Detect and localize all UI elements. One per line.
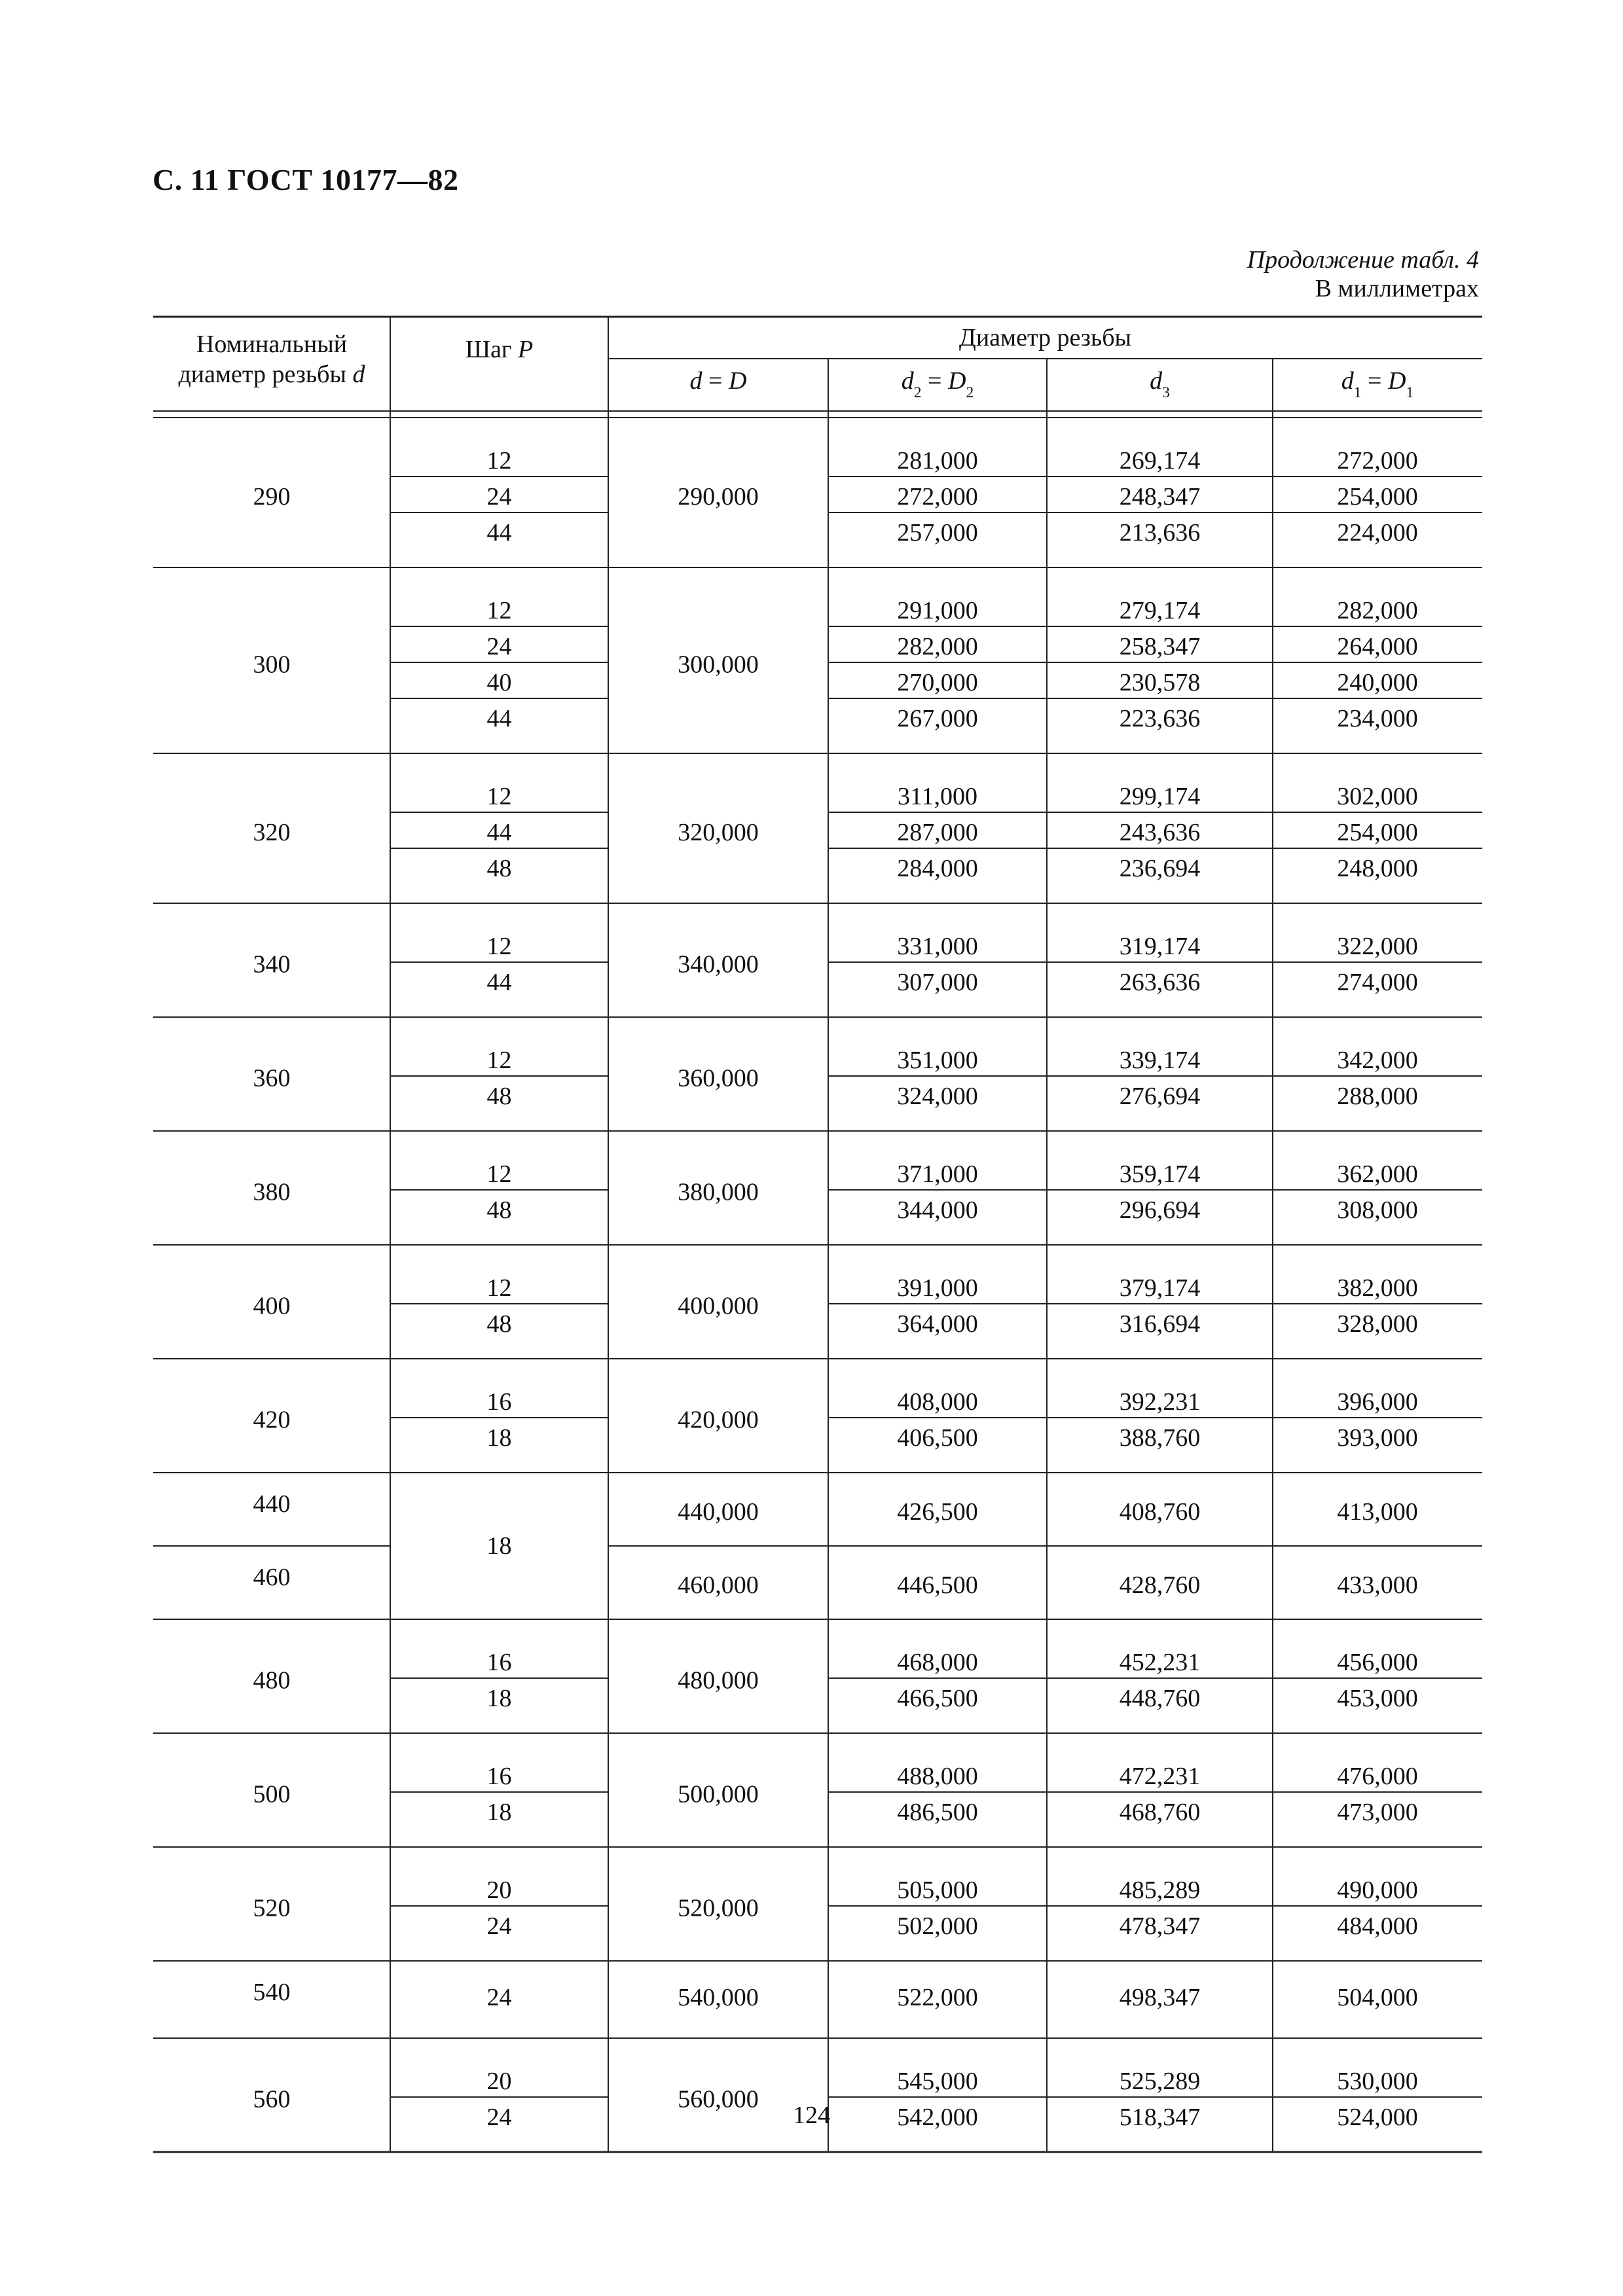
- cell-d1: 453,000: [1337, 1685, 1418, 1712]
- cell-d3: 518,347: [1119, 2104, 1201, 2131]
- cell-nominal: 380: [253, 1178, 291, 1206]
- cell-d1: 224,000: [1337, 519, 1418, 547]
- cell-d3: 248,347: [1119, 483, 1201, 511]
- cell-pitch: 12: [486, 597, 512, 624]
- cell-d1: 254,000: [1337, 483, 1418, 511]
- cell-nominal: 500: [253, 1780, 291, 1808]
- cell-d2: 311,000: [897, 783, 978, 810]
- cell-d1: 288,000: [1337, 1083, 1418, 1110]
- cell-d1: 382,000: [1337, 1274, 1418, 1302]
- cell-pitch: 24: [486, 483, 512, 511]
- cell-d1: 248,000: [1337, 855, 1418, 882]
- cell-nominal: 400: [253, 1292, 291, 1320]
- cell-d2: 307,000: [897, 969, 978, 996]
- cell-nominal: 520: [253, 1894, 291, 1922]
- cell-d3: 316,694: [1119, 1310, 1201, 1338]
- cell-pitch: 24: [486, 1984, 512, 2011]
- cell-d2: 287,000: [897, 819, 978, 846]
- continuation-label: Продолжение табл. 4: [1247, 246, 1479, 274]
- cell-d2: 331,000: [897, 933, 978, 960]
- cell-d1: 484,000: [1337, 1912, 1418, 1940]
- cell-d3: 359,174: [1119, 1160, 1201, 1188]
- cell-d: 500,000: [678, 1780, 759, 1808]
- cell-nominal: 460: [253, 1564, 291, 1591]
- cell-d: 320,000: [678, 819, 759, 846]
- column-header-nominal-sub: диаметр резьбы d: [178, 361, 365, 388]
- cell-nominal: 360: [253, 1064, 291, 1092]
- cell-d: 380,000: [678, 1178, 759, 1206]
- cell-d3: 230,578: [1119, 669, 1201, 696]
- units-label: В миллиметрах: [1315, 275, 1479, 302]
- cell-d: 560,000: [678, 2085, 759, 2113]
- cell-pitch: 20: [486, 2068, 512, 2095]
- cell-d1: 264,000: [1337, 633, 1418, 660]
- cell-nominal: 320: [253, 819, 291, 846]
- cell-d2: 545,000: [897, 2068, 978, 2095]
- cell-d3: 472,231: [1119, 1763, 1201, 1790]
- column-header-d: d = D: [689, 367, 747, 395]
- cell-pitch: 18: [486, 1685, 512, 1712]
- column-header-nominal: Номинальный: [196, 331, 348, 358]
- cell-d1: 234,000: [1337, 705, 1418, 732]
- cell-d: 420,000: [678, 1406, 759, 1434]
- cell-d2: 486,500: [897, 1799, 978, 1826]
- cell-d3: 452,231: [1119, 1649, 1201, 1676]
- cell-d2: 270,000: [897, 669, 978, 696]
- cell-d2: 488,000: [897, 1763, 978, 1790]
- cell-d2: 426,500: [897, 1498, 978, 1526]
- cell-d3: 339,174: [1119, 1047, 1201, 1074]
- cell-d1: 254,000: [1337, 819, 1418, 846]
- cell-d: 300,000: [678, 651, 759, 679]
- cell-pitch: 48: [486, 1196, 512, 1224]
- cell-pitch: 16: [486, 1388, 512, 1416]
- cell-pitch: 18: [486, 1532, 512, 1560]
- cell-d3: 276,694: [1119, 1083, 1201, 1110]
- cell-d1: 456,000: [1337, 1649, 1418, 1676]
- table-caption: [1247, 245, 1479, 303]
- cell-d: 520,000: [678, 1894, 759, 1922]
- cell-d1: 342,000: [1337, 1047, 1418, 1074]
- page-number: 124: [793, 2102, 830, 2129]
- column-header-d1: $d_1 = D_1$: [1341, 367, 1414, 401]
- cell-pitch: 44: [486, 969, 512, 996]
- cell-d1: 322,000: [1337, 933, 1418, 960]
- cell-pitch: 12: [486, 1160, 512, 1188]
- cell-d2: 344,000: [897, 1196, 978, 1224]
- cell-pitch: 48: [486, 1310, 512, 1338]
- column-header-d2: $d_2 = D_2$: [901, 367, 974, 401]
- cell-d3: 379,174: [1119, 1274, 1201, 1302]
- cell-pitch: 12: [486, 447, 512, 475]
- cell-d: 440,000: [678, 1498, 759, 1526]
- cell-d2: 371,000: [897, 1160, 978, 1188]
- cell-nominal: 420: [253, 1406, 291, 1434]
- cell-d1: 504,000: [1337, 1984, 1418, 2011]
- cell-d2: 502,000: [897, 1912, 978, 1940]
- cell-d3: 478,347: [1119, 1912, 1201, 1940]
- cell-nominal: 340: [253, 950, 291, 978]
- cell-d: 340,000: [678, 950, 759, 978]
- cell-pitch: 24: [486, 1912, 512, 1940]
- cell-pitch: 48: [486, 855, 512, 882]
- cell-d1: 473,000: [1337, 1799, 1418, 1826]
- cell-nominal: 560: [253, 2085, 291, 2113]
- cell-d1: 524,000: [1337, 2104, 1418, 2131]
- cell-d2: 542,000: [897, 2104, 978, 2131]
- cell-d2: 284,000: [897, 855, 978, 882]
- cell-d1: 490,000: [1337, 1876, 1418, 1904]
- cell-d2: 468,000: [897, 1649, 978, 1676]
- cell-pitch: 16: [486, 1649, 512, 1676]
- cell-d1: 282,000: [1337, 597, 1418, 624]
- cell-pitch: 12: [486, 1274, 512, 1302]
- cell-nominal: 300: [253, 651, 291, 679]
- cell-d3: 299,174: [1119, 783, 1201, 810]
- page-header: С. 11 ГОСТ 10177—82: [153, 163, 459, 196]
- cell-d1: 396,000: [1337, 1388, 1418, 1416]
- cell-d3: 498,347: [1119, 1984, 1201, 2011]
- cell-pitch: 20: [486, 1876, 512, 1904]
- cell-nominal: 480: [253, 1666, 291, 1695]
- cell-d3: 213,636: [1119, 519, 1201, 547]
- cell-d3: 468,760: [1119, 1799, 1201, 1826]
- cell-pitch: 12: [486, 783, 512, 810]
- cell-pitch: 12: [486, 933, 512, 960]
- cell-d3: 485,289: [1119, 1876, 1201, 1904]
- cell-pitch: 24: [486, 633, 512, 660]
- cell-d1: 274,000: [1337, 969, 1418, 996]
- cell-d3: 388,760: [1119, 1424, 1201, 1452]
- cell-d1: 308,000: [1337, 1196, 1418, 1224]
- cell-d: 360,000: [678, 1064, 759, 1092]
- cell-d3: 279,174: [1119, 597, 1201, 624]
- cell-d2: 522,000: [897, 1984, 978, 2011]
- cell-d: 540,000: [678, 1984, 759, 2011]
- cell-d1: 530,000: [1337, 2068, 1418, 2095]
- cell-nominal: 440: [253, 1490, 291, 1518]
- cell-d3: 258,347: [1119, 633, 1201, 660]
- cell-d3: 269,174: [1119, 447, 1201, 475]
- cell-d1: 272,000: [1337, 447, 1418, 475]
- cell-d3: 392,231: [1119, 1388, 1201, 1416]
- cell-d1: 393,000: [1337, 1424, 1418, 1452]
- cell-d3: 448,760: [1119, 1685, 1201, 1712]
- cell-d3: 296,694: [1119, 1196, 1201, 1224]
- cell-nominal: 290: [253, 483, 291, 511]
- cell-pitch: 44: [486, 819, 512, 846]
- cell-d2: 257,000: [897, 519, 978, 547]
- cell-d2: 505,000: [897, 1876, 978, 1904]
- cell-pitch: 12: [486, 1047, 512, 1074]
- cell-d1: 240,000: [1337, 669, 1418, 696]
- cell-d2: 408,000: [897, 1388, 978, 1416]
- cell-d2: 281,000: [897, 447, 978, 475]
- cell-d1: 476,000: [1337, 1763, 1418, 1790]
- column-header-pitch: Шаг P: [465, 336, 534, 363]
- cell-d2: 364,000: [897, 1310, 978, 1338]
- cell-d1: 302,000: [1337, 783, 1418, 810]
- cell-d: 290,000: [678, 483, 759, 511]
- cell-d2: 446,500: [897, 1571, 978, 1599]
- cell-pitch: 18: [486, 1424, 512, 1452]
- cell-d2: 272,000: [897, 483, 978, 511]
- cell-d2: 351,000: [897, 1047, 978, 1074]
- cell-pitch: 44: [486, 519, 512, 547]
- cell-d1: 413,000: [1337, 1498, 1418, 1526]
- cell-d2: 406,500: [897, 1424, 978, 1452]
- cell-d3: 263,636: [1119, 969, 1201, 996]
- cell-d1: 362,000: [1337, 1160, 1418, 1188]
- column-header-diameter-group: Диаметр резьбы: [958, 324, 1132, 351]
- cell-d3: 408,760: [1119, 1498, 1201, 1526]
- column-header-d3: $d_3$: [1150, 367, 1170, 401]
- cell-d2: 466,500: [897, 1685, 978, 1712]
- cell-d3: 236,694: [1119, 855, 1201, 882]
- cell-d: 480,000: [678, 1666, 759, 1695]
- cell-d2: 391,000: [897, 1274, 978, 1302]
- cell-pitch: 40: [486, 669, 512, 696]
- cell-d3: 243,636: [1119, 819, 1201, 846]
- cell-d: 460,000: [678, 1571, 759, 1599]
- cell-d1: 328,000: [1337, 1310, 1418, 1338]
- cell-d1: 433,000: [1337, 1571, 1418, 1599]
- cell-pitch: 24: [486, 2104, 512, 2131]
- cell-d3: 428,760: [1119, 1571, 1201, 1599]
- cell-d3: 525,289: [1119, 2068, 1201, 2095]
- cell-d3: 319,174: [1119, 933, 1201, 960]
- cell-d3: 223,636: [1119, 705, 1201, 732]
- cell-d: 400,000: [678, 1292, 759, 1320]
- cell-pitch: 16: [486, 1763, 512, 1790]
- cell-d2: 282,000: [897, 633, 978, 660]
- cell-d2: 324,000: [897, 1083, 978, 1110]
- cell-d2: 267,000: [897, 705, 978, 732]
- cell-pitch: 18: [486, 1799, 512, 1826]
- cell-pitch: 44: [486, 705, 512, 732]
- cell-pitch: 48: [486, 1083, 512, 1110]
- cell-nominal: 540: [253, 1979, 291, 2006]
- cell-d2: 291,000: [897, 597, 978, 624]
